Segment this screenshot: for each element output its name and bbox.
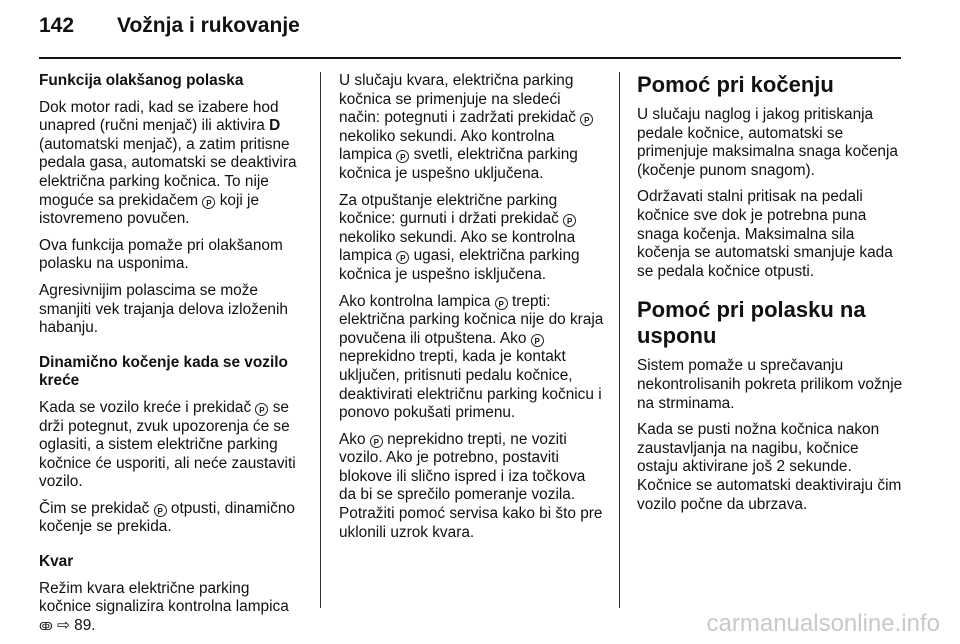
section-title: Pomoć pri polasku na usponu xyxy=(637,297,866,349)
parking-brake-icon xyxy=(396,251,409,264)
section-heading: Funkcija olakšanog polaska xyxy=(39,72,244,89)
parking-brake-icon xyxy=(154,504,167,517)
column-divider xyxy=(320,72,321,608)
parking-brake-icon xyxy=(255,403,268,416)
paragraph: Dok motor radi, kad se izabere hod unapred (ručni menjač) ili aktivira D (automatski menjač), a zatim pritisne pedala gasa, automatski se deaktivira električna parking kočnica. To nije moguće sa prekidačem P koji je istovremeno povučen. xyxy=(39,99,305,229)
reference-arrow-icon[interactable]: ⇨ xyxy=(56,616,70,634)
paragraph: Sistem pomaže u sprečavanju nekontrolisanih pokreta prilikom vožnje na strminama. xyxy=(637,357,903,412)
page-number: 142 xyxy=(39,14,75,37)
parking-brake-icon xyxy=(495,297,508,310)
paragraph: Održavati stalni pritisak na pedali kočnice sve dok je potrebna puna snaga kočenja. Maksimalna sila kočenja se automatski smanjuje kada se pedala kočnice otpusti. xyxy=(637,188,893,280)
parking-brake-icon xyxy=(370,435,383,448)
column-3 xyxy=(637,72,903,522)
paragraph: Ako kontrolna lampica P trepti: električna parking kočnica nije do kraja povučena ili otpuštena. Ako P neprekidno trepti, kada je kontakt uključen, pritisnuti pedalu kočnice, deaktivirati električnu parking kočnicu i ponovo pokušati primenu. xyxy=(339,293,605,423)
parking-brake-icon xyxy=(531,334,544,347)
parking-brake-icon xyxy=(202,196,215,209)
column-1 xyxy=(39,72,305,644)
section-heading: Dinamično kočenje kada se vozilo kreće xyxy=(39,353,288,390)
page-header xyxy=(39,14,300,38)
paragraph: Ova funkcija pomaže pri olakšanom polasku na usponima. xyxy=(39,236,283,273)
paragraph: Za otpuštanje električne parking kočnice: gurnuti i držati prekidač P nekoliko sekundi. Ako se kontrolna lampica P ugasi, električna parking kočnica je uspešno isključena. xyxy=(339,192,605,285)
paragraph: Ako P neprekidno trepti, ne voziti vozilo. Ako je potrebno, postaviti blokove ili slično ispred i iza točkova da bi se sprečilo pomeranje vozila. Potražiti pomoć servisa kako bi što pre uklonili uzrok kvara. xyxy=(339,431,605,543)
paragraph: Čim se prekidač P otpusti, dinamično kočenje se prekida. xyxy=(39,500,305,537)
warning-lamp-icon: ↂ xyxy=(39,620,53,633)
paragraph: Agresivnijim polascima se može smanjiti vek trajanja delova izloženih habanju. xyxy=(39,281,288,337)
watermark: carmanualsonline.info xyxy=(706,610,940,637)
paragraph: Kada se pusti nožna kočnica nakon zaustavljanja na nagibu, kočnice ostaju aktivirane još 2 sekunde. Kočnice se automatski deaktiviraju čim vozilo počne da ubrzava. xyxy=(637,421,902,513)
section-heading: Kvar xyxy=(39,553,74,571)
paragraph: U slučaju naglog i jakog pritiskanja pedale kočnice, automatski se primenjuje maksimalna snaga kočenja (kočenje punom snagom). xyxy=(637,106,898,179)
parking-brake-icon xyxy=(396,150,409,163)
section-title: Pomoć pri kočenju xyxy=(637,72,834,97)
parking-brake-icon xyxy=(563,214,576,227)
parking-brake-icon xyxy=(580,113,593,126)
column-divider xyxy=(619,72,620,608)
column-2 xyxy=(339,72,605,550)
paragraph: U slučaju kvara, električna parking kočnica se primenjuje na sledeći način: potegnuti i zadržati prekidač P nekoliko sekundi. Ako kontrolna lampica P svetli, električna parking kočnica je uspešno uključena. xyxy=(339,72,605,184)
paragraph: Kada se vozilo kreće i prekidač P se drži potegnut, zvuk upozorenja će se oglasiti, a sistem električne parking kočnice će usporiti, ali neće zaustaviti vozilo. xyxy=(39,399,305,492)
paragraph: Režim kvara električne parking kočnice signalizira kontrolna lampica ↂ ⇨ 89. xyxy=(39,579,289,634)
page-title: Vožnja i rukovanje xyxy=(117,14,300,37)
header-rule xyxy=(39,57,901,59)
